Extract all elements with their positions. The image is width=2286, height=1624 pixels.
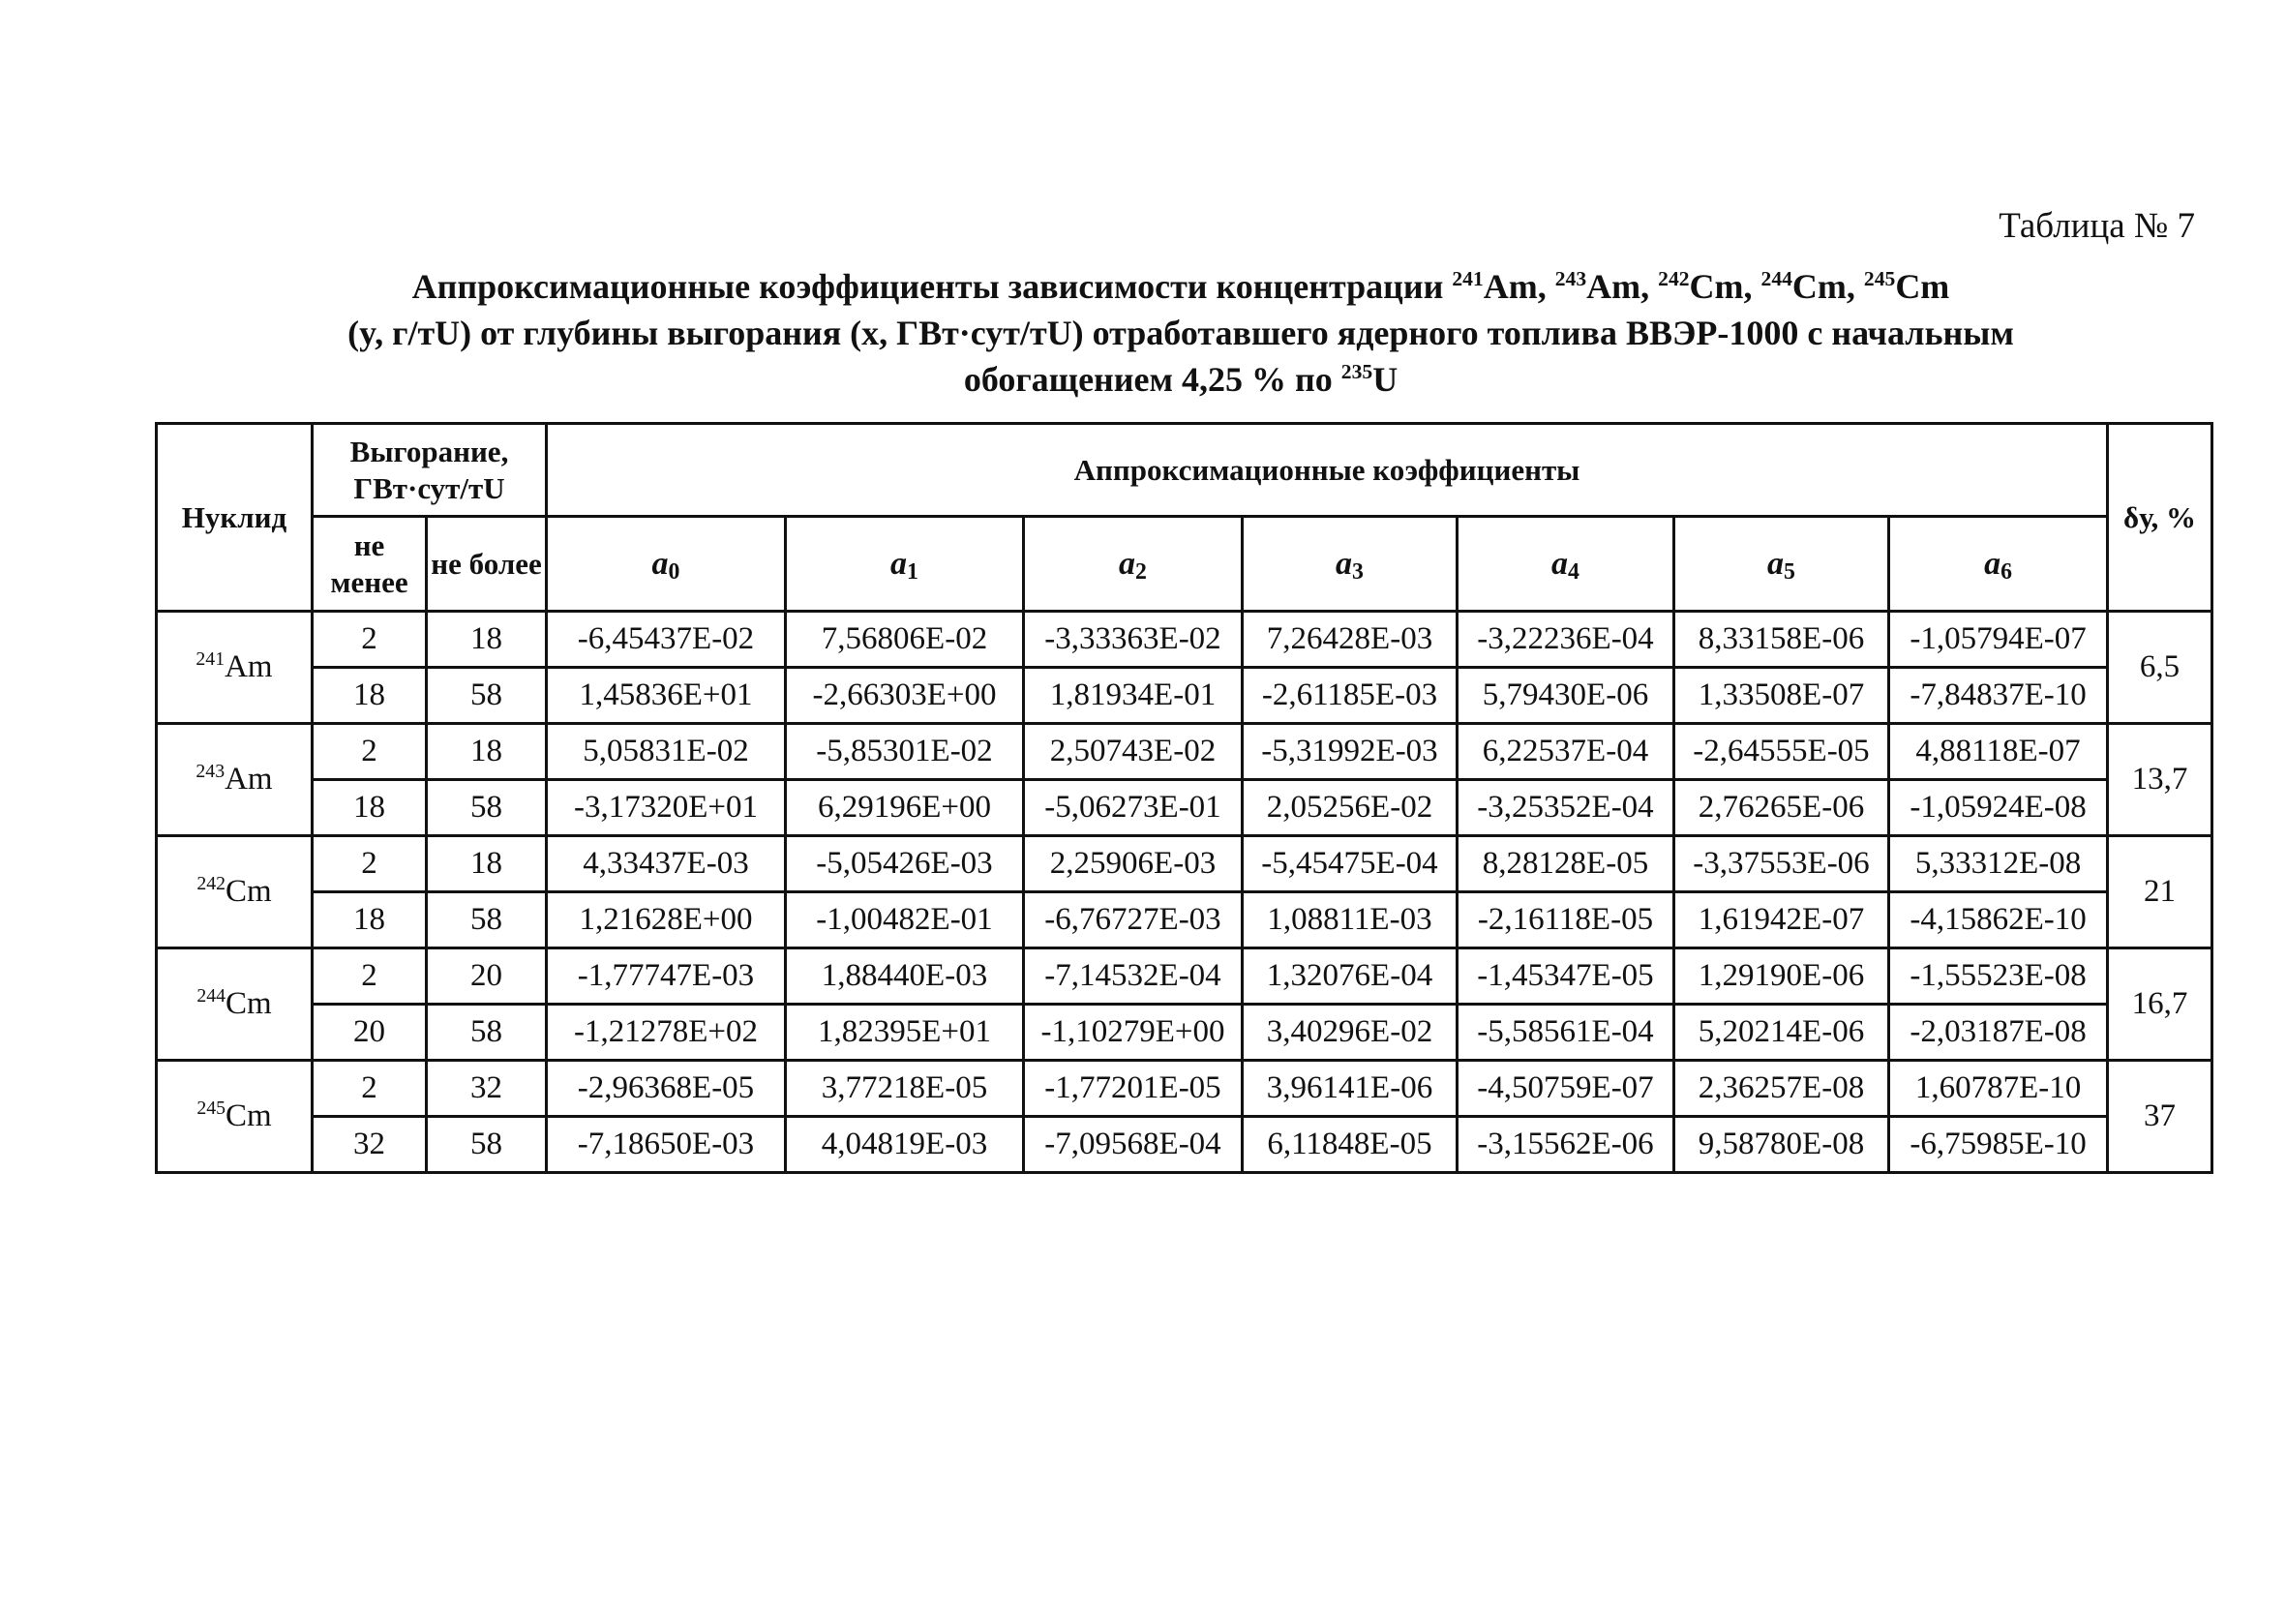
coef-a5-cell: 1,33508E-07	[1674, 668, 1889, 724]
coef-a0-cell: -6,45437E-02	[547, 612, 786, 668]
coef-a0-cell: 1,21628E+00	[547, 892, 786, 948]
nuclide-element: Am	[225, 649, 273, 684]
coef-a0-cell: -1,21278E+02	[547, 1005, 786, 1061]
coef-a6-cell: -1,05794E-07	[1889, 612, 2108, 668]
coef-a1-cell: 1,88440E-03	[786, 948, 1024, 1005]
coef-a4-cell: -2,16118E-05	[1458, 892, 1674, 948]
coef-header-symbol: a	[1336, 545, 1353, 582]
burnup-min-header: не менее	[313, 517, 427, 612]
nuclide-element: Am	[225, 762, 273, 797]
caption-line-1-text: Аппроксимационные коэффициенты зависимости концентрации	[411, 267, 1444, 306]
coef-a3-cell: 6,11848E-05	[1243, 1117, 1458, 1173]
caption-isotope-mass: 241	[1452, 267, 1484, 291]
coefficients-table	[155, 422, 2213, 1174]
coef-a3-cell: 1,08811E-03	[1243, 892, 1458, 948]
coef-header-a3	[1243, 517, 1458, 612]
burnup-max-cell: 58	[427, 892, 547, 948]
burnup-min-cell: 2	[313, 836, 427, 892]
nuclide-cell	[157, 948, 313, 1061]
coef-a3-cell: 1,32076E-04	[1243, 948, 1458, 1005]
coef-header-a2	[1024, 517, 1243, 612]
coef-a4-cell: -1,45347E-05	[1458, 948, 1674, 1005]
nuclide-element: Cm	[225, 986, 272, 1021]
coef-a3-cell: -5,45475E-04	[1243, 836, 1458, 892]
caption-isotope-mass: 243	[1554, 267, 1587, 291]
caption-line-3-text: обогащением 4,25 % по	[963, 360, 1333, 399]
coef-header-symbol: a	[651, 545, 669, 582]
table-row	[157, 1061, 2212, 1117]
coef-header-index: 0	[668, 558, 680, 585]
coef-a2-cell: -3,33363E-02	[1024, 612, 1243, 668]
caption-isotope-element: Cm	[1689, 267, 1744, 306]
coef-a5-cell: 1,29190E-06	[1674, 948, 1889, 1005]
caption-isotope-element: Cm	[1895, 267, 1950, 306]
burnup-min-cell: 2	[313, 1061, 427, 1117]
coef-a5-cell: 1,61942E-07	[1674, 892, 1889, 948]
coef-a4-cell: 6,22537E-04	[1458, 724, 1674, 780]
table-number-label: Таблица № 7	[1999, 206, 2195, 246]
nuclide-mass-number: 241	[196, 648, 226, 671]
coef-a3-cell: -5,31992E-03	[1243, 724, 1458, 780]
coef-a1-cell: 6,29196E+00	[786, 780, 1024, 836]
coef-a2-cell: -7,14532E-04	[1024, 948, 1243, 1005]
burnup-max-cell: 20	[427, 948, 547, 1005]
coef-a1-cell: -5,85301E-02	[786, 724, 1024, 780]
coef-a6-cell: 4,88118E-07	[1889, 724, 2108, 780]
caption-isotope-mass: 242	[1658, 267, 1690, 291]
coef-a4-cell: 5,79430E-06	[1458, 668, 1674, 724]
coef-a1-cell: 3,77218E-05	[786, 1061, 1024, 1117]
coefficients-header: Аппроксимационные коэффициенты	[547, 424, 2108, 517]
caption-line-2: (y, г/тU) от глубины выгорания (x, ГВт·сут/тU) отработавшего ядерного топлива ВВЭР-1000 с начальным	[347, 314, 2014, 352]
coef-header-symbol: a	[1551, 545, 1569, 582]
table-row	[157, 780, 2212, 836]
coef-a5-cell: -3,37553E-06	[1674, 836, 1889, 892]
coef-a0-cell: 1,45836E+01	[547, 668, 786, 724]
coef-a5-cell: 2,76265E-06	[1674, 780, 1889, 836]
table-row	[157, 724, 2212, 780]
coef-a0-cell: -7,18650E-03	[547, 1117, 786, 1173]
coef-a1-cell: 1,82395E+01	[786, 1005, 1024, 1061]
caption-isotope-element: Am	[1483, 267, 1538, 306]
caption-isotope-element: Cm	[1791, 267, 1847, 306]
caption-line-3	[135, 356, 2226, 403]
burnup-max-cell: 32	[427, 1061, 547, 1117]
coef-a6-cell: -2,03187E-08	[1889, 1005, 2108, 1061]
coef-a5-cell: 5,20214E-06	[1674, 1005, 1889, 1061]
caption-isotope-separator: ,	[1640, 267, 1650, 306]
nuclide-header: Нуклид	[157, 424, 313, 612]
burnup-max-cell: 18	[427, 612, 547, 668]
coef-a5-cell: -2,64555E-05	[1674, 724, 1889, 780]
nuclide-cell	[157, 1061, 313, 1173]
burnup-min-cell: 18	[313, 892, 427, 948]
coef-header-a5	[1674, 517, 1889, 612]
coef-a6-cell: -1,05924E-08	[1889, 780, 2108, 836]
nuclide-cell	[157, 836, 313, 948]
caption-element: U	[1372, 360, 1399, 399]
coef-a2-cell: -1,10279E+00	[1024, 1005, 1243, 1061]
coef-a5-cell: 8,33158E-06	[1674, 612, 1889, 668]
error-cell: 6,5	[2108, 612, 2212, 724]
coef-header-a1	[786, 517, 1024, 612]
coef-header-index: 3	[1352, 558, 1364, 585]
coef-header-symbol: a	[1767, 545, 1785, 582]
burnup-header: Выгорание, ГВт·сут/тU	[313, 424, 547, 517]
coef-header-index: 6	[2000, 558, 2012, 585]
coef-a2-cell: -5,06273E-01	[1024, 780, 1243, 836]
table-row	[157, 1117, 2212, 1173]
caption-mass-number: 235	[1340, 360, 1373, 384]
coef-a6-cell: -6,75985E-10	[1889, 1117, 2108, 1173]
table-row	[157, 892, 2212, 948]
coef-a2-cell: 2,50743E-02	[1024, 724, 1243, 780]
table-body	[157, 612, 2212, 1173]
coef-a5-cell: 9,58780E-08	[1674, 1117, 1889, 1173]
error-cell: 16,7	[2108, 948, 2212, 1061]
coef-a2-cell: 1,81934E-01	[1024, 668, 1243, 724]
coef-a0-cell: -3,17320E+01	[547, 780, 786, 836]
coef-a0-cell: 5,05831E-02	[547, 724, 786, 780]
coef-a4-cell: -4,50759E-07	[1458, 1061, 1674, 1117]
burnup-min-cell: 18	[313, 780, 427, 836]
coef-header-index: 2	[1135, 558, 1147, 585]
coef-header-symbol: a	[1119, 545, 1136, 582]
coef-a6-cell: -7,84837E-10	[1889, 668, 2108, 724]
coef-header-index: 4	[1568, 558, 1579, 585]
caption-isotope-mass: 245	[1863, 267, 1896, 291]
coef-a1-cell: -2,66303E+00	[786, 668, 1024, 724]
coef-a5-cell: 2,36257E-08	[1674, 1061, 1889, 1117]
nuclide-element: Cm	[225, 874, 272, 909]
nuclide-mass-number: 245	[196, 1098, 226, 1120]
burnup-max-cell: 18	[427, 836, 547, 892]
burnup-min-cell: 32	[313, 1117, 427, 1173]
table-row	[157, 612, 2212, 668]
coef-a3-cell: 2,05256E-02	[1243, 780, 1458, 836]
caption-isotope-mass: 244	[1760, 267, 1792, 291]
header-row-2	[157, 517, 2212, 612]
coef-header-index: 1	[907, 558, 918, 585]
nuclide-element: Cm	[225, 1098, 272, 1133]
caption-isotope-separator: ,	[1743, 267, 1753, 306]
coef-a4-cell: -5,58561E-04	[1458, 1005, 1674, 1061]
coef-a3-cell: -2,61185E-03	[1243, 668, 1458, 724]
nuclide-mass-number: 242	[196, 873, 226, 895]
table-row	[157, 948, 2212, 1005]
coef-header-index: 5	[1784, 558, 1795, 585]
coef-a6-cell: -1,55523E-08	[1889, 948, 2108, 1005]
coef-a2-cell: -7,09568E-04	[1024, 1117, 1243, 1173]
coef-a2-cell: -6,76727E-03	[1024, 892, 1243, 948]
coef-a1-cell: -1,00482E-01	[786, 892, 1024, 948]
nuclide-cell	[157, 612, 313, 724]
burnup-max-cell: 58	[427, 1005, 547, 1061]
nuclide-cell	[157, 724, 313, 836]
nuclide-mass-number: 243	[196, 761, 226, 783]
coef-a2-cell: -1,77201E-05	[1024, 1061, 1243, 1117]
coef-header-a6	[1889, 517, 2108, 612]
burnup-min-cell: 18	[313, 668, 427, 724]
nuclide-mass-number: 244	[196, 985, 226, 1007]
coef-a3-cell: 7,26428E-03	[1243, 612, 1458, 668]
burnup-min-cell: 2	[313, 948, 427, 1005]
coef-a1-cell: 7,56806E-02	[786, 612, 1024, 668]
coef-a0-cell: -1,77747E-03	[547, 948, 786, 1005]
burnup-min-cell: 20	[313, 1005, 427, 1061]
coef-a6-cell: 1,60787E-10	[1889, 1061, 2108, 1117]
burnup-max-cell: 58	[427, 1117, 547, 1173]
table-row	[157, 836, 2212, 892]
coef-a4-cell: 8,28128E-05	[1458, 836, 1674, 892]
coef-a4-cell: -3,25352E-04	[1458, 780, 1674, 836]
coef-a2-cell: 2,25906E-03	[1024, 836, 1243, 892]
burnup-max-cell: 58	[427, 780, 547, 836]
table-row	[157, 668, 2212, 724]
error-cell: 21	[2108, 836, 2212, 948]
coef-header-a4	[1458, 517, 1674, 612]
header-row-1	[157, 424, 2212, 517]
burnup-max-header: не более	[427, 517, 547, 612]
coef-a4-cell: -3,15562E-06	[1458, 1117, 1674, 1173]
burnup-max-cell: 58	[427, 668, 547, 724]
caption-isotope-list	[1443, 267, 1949, 306]
burnup-min-cell: 2	[313, 612, 427, 668]
caption-isotope-separator: ,	[1537, 267, 1547, 306]
coef-header-a0	[547, 517, 786, 612]
error-header: δу, %	[2108, 424, 2212, 612]
coef-a1-cell: 4,04819E-03	[786, 1117, 1024, 1173]
error-cell: 13,7	[2108, 724, 2212, 836]
coef-a3-cell: 3,40296E-02	[1243, 1005, 1458, 1061]
coef-a0-cell: 4,33437E-03	[547, 836, 786, 892]
caption-isotope-separator: ,	[1846, 267, 1855, 306]
coef-a4-cell: -3,22236E-04	[1458, 612, 1674, 668]
error-cell: 37	[2108, 1061, 2212, 1173]
caption-line-1	[135, 263, 2226, 310]
coef-a6-cell: -4,15862E-10	[1889, 892, 2108, 948]
coef-header-symbol: a	[1984, 545, 2001, 582]
coef-header-symbol: a	[890, 545, 908, 582]
table-caption	[135, 263, 2226, 403]
burnup-min-cell: 2	[313, 724, 427, 780]
coef-a6-cell: 5,33312E-08	[1889, 836, 2108, 892]
coef-a3-cell: 3,96141E-06	[1243, 1061, 1458, 1117]
table-row	[157, 1005, 2212, 1061]
coef-a0-cell: -2,96368E-05	[547, 1061, 786, 1117]
caption-isotope-element: Am	[1586, 267, 1641, 306]
burnup-max-cell: 18	[427, 724, 547, 780]
coef-a1-cell: -5,05426E-03	[786, 836, 1024, 892]
